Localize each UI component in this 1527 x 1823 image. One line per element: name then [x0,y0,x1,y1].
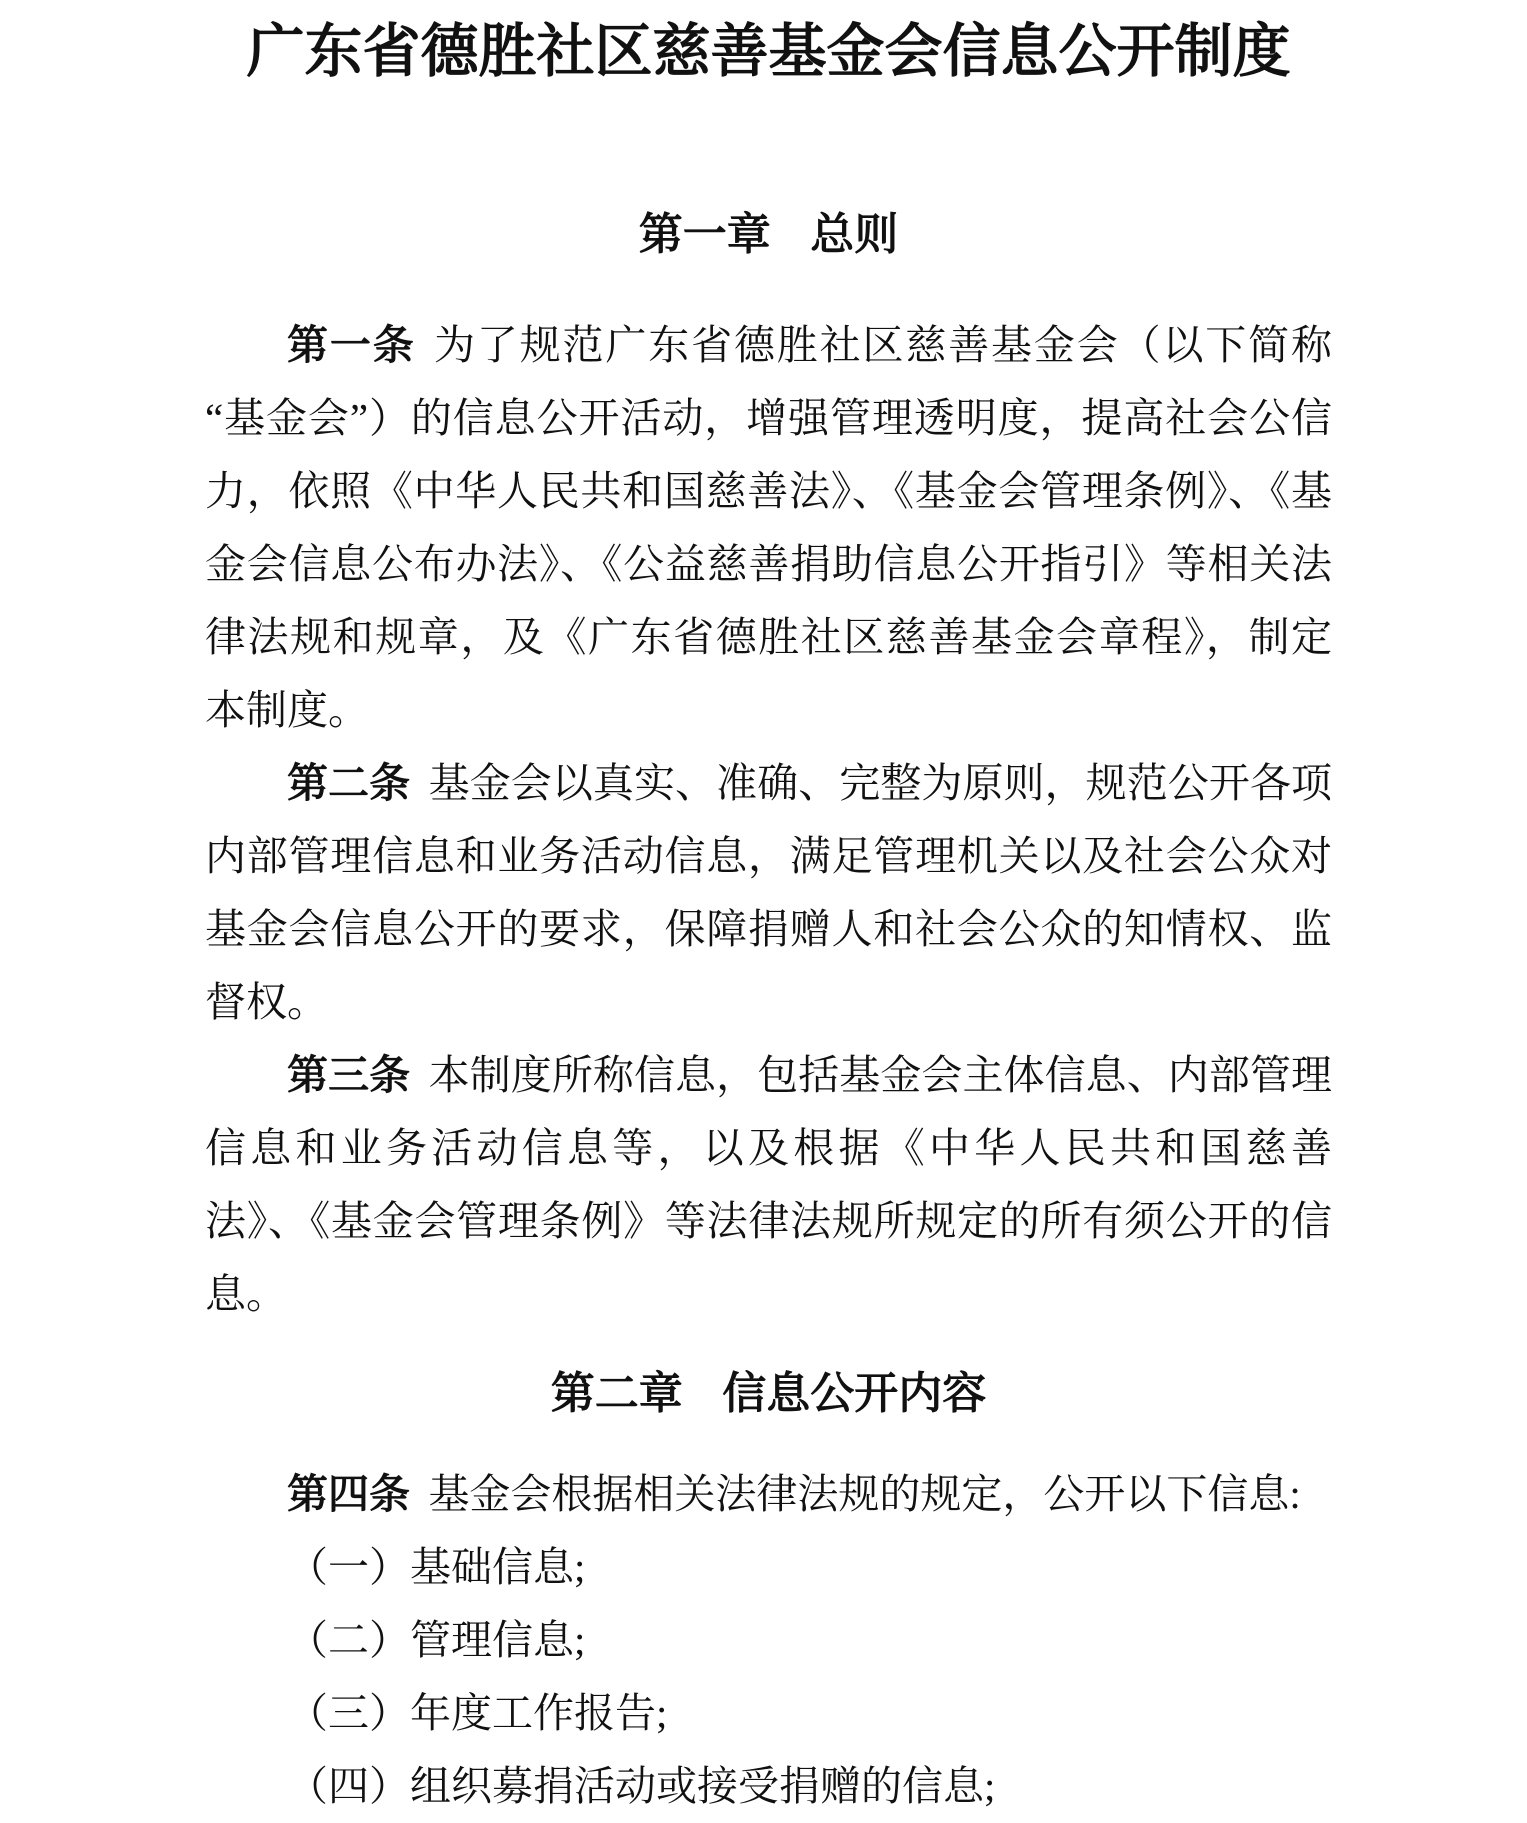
list-item-3: （三）年度工作报告; [287,1690,668,1736]
chapter-2-heading [205,1364,1332,1424]
list-item-1: （一）基础信息; [287,1544,586,1590]
article-4-label: 第四条 [287,1471,410,1517]
list-item-2: （二）管理信息; [287,1617,586,1663]
chapter-1-number: 第一章 [638,210,771,259]
document-title: 广东省德胜社区慈善基金会信息公开制度 [246,19,1291,84]
list-item-4: （四）组织募捐活动或接受捐赠的信息; [287,1763,996,1809]
chapter-2-number: 第二章 [550,1369,683,1418]
article-1-paragraph [205,309,1332,747]
article-3-label: 第三条 [287,1052,411,1098]
article-2-paragraph [205,747,1332,1039]
article-1-label: 第一条 [287,322,416,368]
article-1-text: 为了规范广东省德胜社区慈善基金会（以下简称“基金会”）的信息公开活动，增强管理透明度，提高社会公信力，依照《中华人民共和国慈善法》、《基金会管理条例》、《基金会信息公布办法》、《公益慈善捐助信息公开指引》等相关法律法规和规章，及《广东省德胜社区慈善基金会章程》，制定本制度。 [205,322,1333,733]
article-3-paragraph [205,1039,1332,1331]
article-4-paragraph [205,1458,1332,1531]
article-4-text: 基金会根据相关法律法规的规定，公开以下信息: [428,1471,1301,1517]
article-2-label: 第二条 [287,760,411,806]
chapter-2-title: 信息公开内容 [722,1369,987,1418]
chapter-1-title: 总则 [810,210,899,259]
article-3-text: 本制度所称信息，包括基金会主体信息、内部管理信息和业务活动信息等，以及根据《中华人民共和国慈善法》、《基金会管理条例》等法律法规所规定的所有须公开的信息。 [205,1052,1333,1317]
chapter-1-heading [205,205,1332,265]
article-2-text: 基金会以真实、准确、完整为原则，规范公开各项内部管理信息和业务活动信息，满足管理机关以及社会公众对基金会信息公开的要求，保障捐赠人和社会公众的知情权、监督权。 [205,760,1333,1025]
